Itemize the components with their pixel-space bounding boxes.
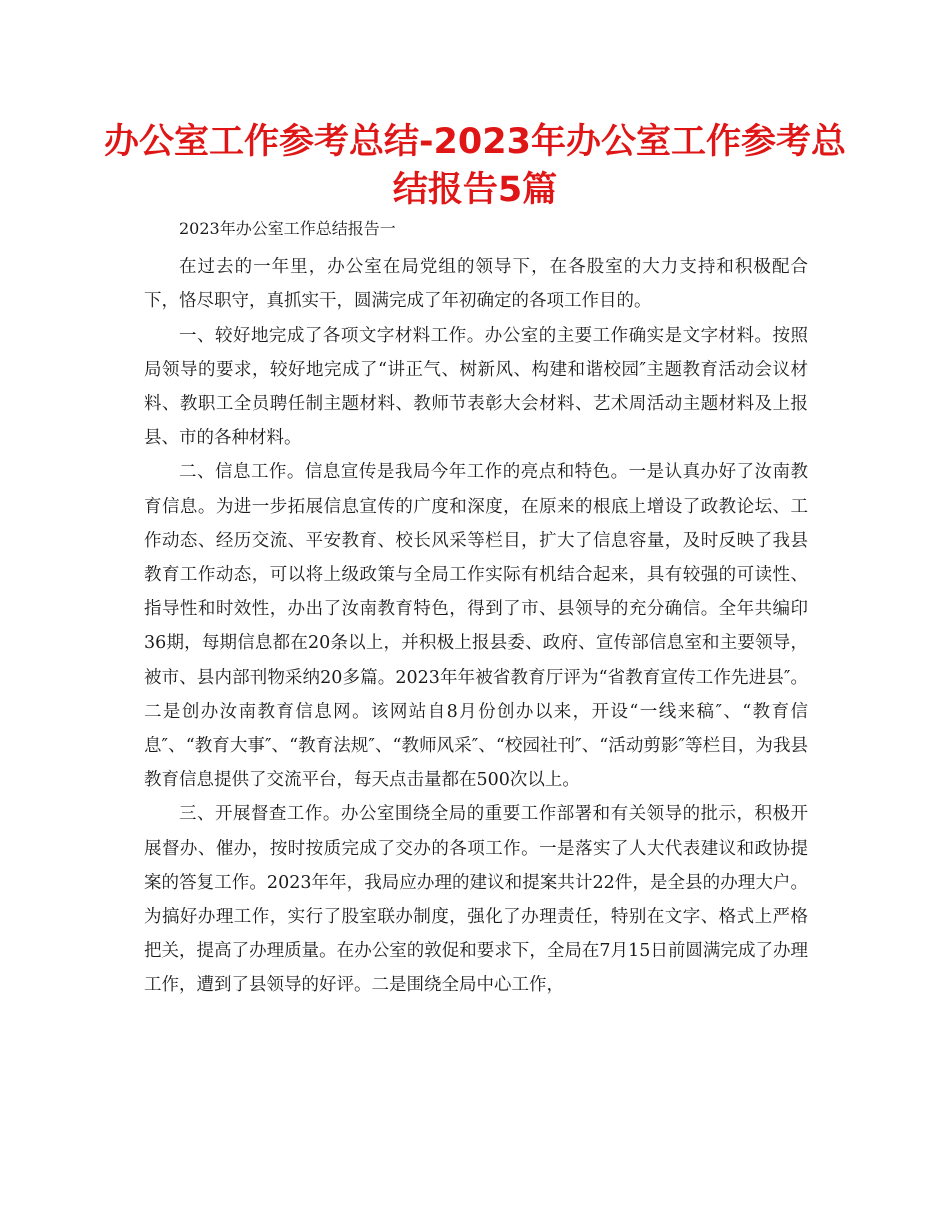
paragraph-intro: 在过去的一年里，办公室在局党组的领导下，在各股室的大力支持和积极配合下，恪尽职守，真抓实干，圆满完成了年初确定的各项工作目的。 <box>144 257 808 312</box>
document-body <box>144 212 808 1003</box>
document-title: 办公室工作参考总结-2023年办公室工作参考总结报告5篇 <box>104 122 846 210</box>
paragraph-information-work: 二、信息工作。信息宣传是我局今年工作的亮点和特色。一是认真办好了汝南教育信息。为进一步拓展信息宣传的广度和深度，在原来的根底上增设了政教论坛、工作动态、经历交流、平安教育、校长风采等栏目，扩大了信息容量，及时反映了我县教育工作动态，可以将上级政策与全局工作实际有机结合起来，具有较强的可读性、指导性和时效性，办出了汝南教育特色，得到了市、县领导的充分确信。全年共编印36期，每期信息都在20条以上，并积极上报县委、政府、宣传部信息室和主要领导，被市、县内部刊物采纳20多篇。2023年年被省教育厅评为“省教育宣传工作先进县″。二是创办汝南教育信息网。该网站自8月份创办以来，开设“一线来稿″、“教育信息″、“教育大事″、“教育法规″、“教师风采″、“校园社刊″、“活动剪影″等栏目，为我县教育信息提供了交流平台，每天点击量都在500次以上。 <box>144 462 808 791</box>
paragraph-supervision-work: 三、开展督查工作。办公室围绕全局的重要工作部署和有关领导的批示，积极开展督办、催办，按时按质完成了交办的各项工作。一是落实了人大代表建议和政协提案的答复工作。2023年年，我局应办理的建议和提案共计22件，是全县的办理大户。为搞好办理工作，实行了股室联办制度，强化了办理责任，特别在文字、格式上严格把关，提高了办理质量。在办公室的敦促和要求下，全局在7月15日前圆满完成了办理工作，遭到了县领导的好评。二是围绕全局中心工作， <box>144 804 808 996</box>
paragraph-written-materials: 一、较好地完成了各项文字材料工作。办公室的主要工作确实是文字材料。按照局领导的要求，较好地完成了“讲正气、树新风、构建和谐校园″主题教育活动会议材料、教职工全员聘任制主题材料、教师节表彰大会材料、艺术周活动主题材料及上报县、市的各种材料。 <box>144 325 808 449</box>
report-subtitle: 2023年办公室工作总结报告一 <box>179 219 396 238</box>
